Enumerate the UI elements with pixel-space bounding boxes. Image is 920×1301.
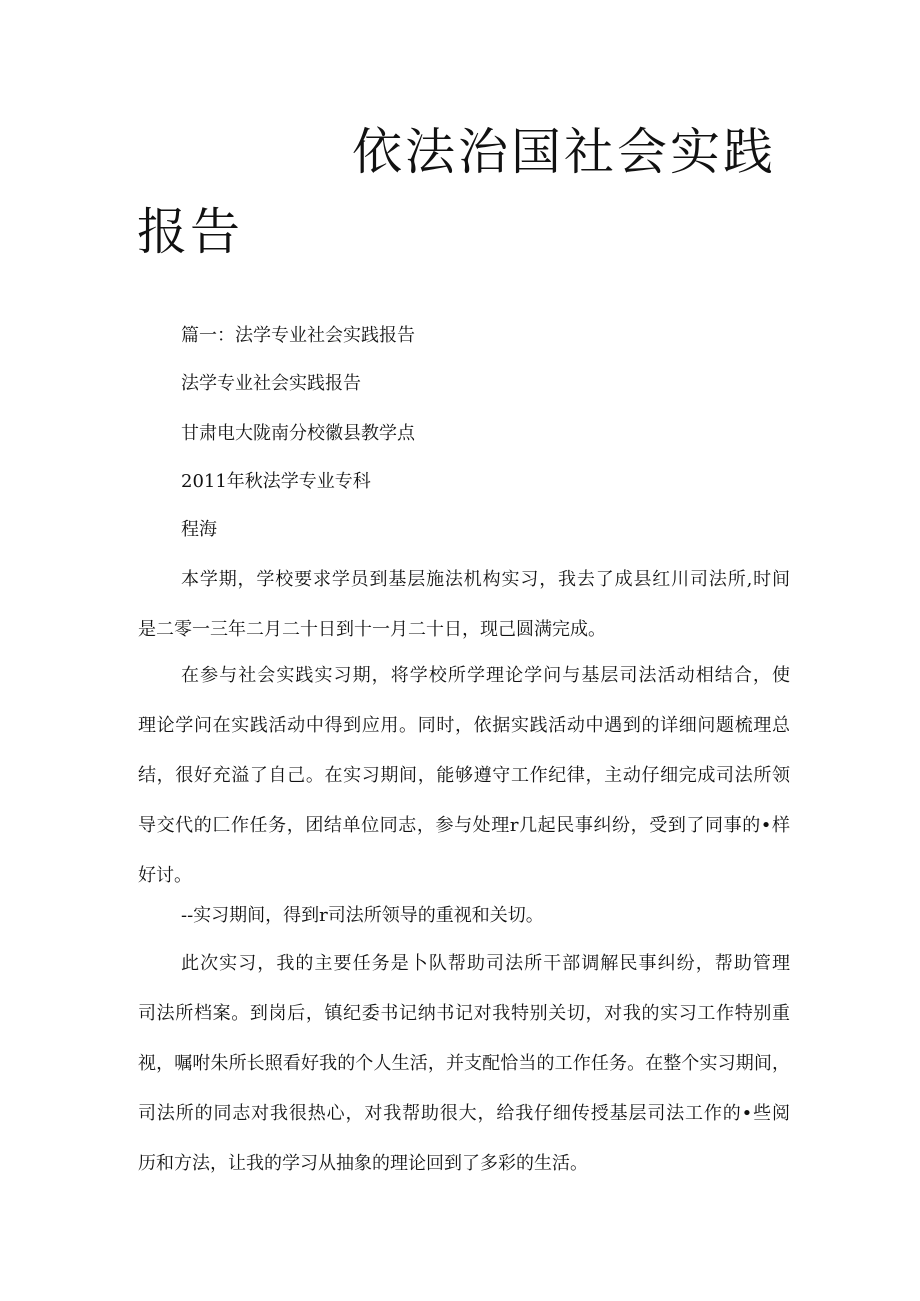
paragraph-2-line-5: 好讨。 <box>138 865 192 886</box>
document-title-line-2: 报告 <box>137 203 243 261</box>
paragraph-4-line-1: 此次实习，我的主要任务是卜队帮助司法所干部调解民事纠纷，帮助管理 <box>181 953 790 974</box>
paragraph-4-line-3: 视，嘱咐朱所长照看好我的个人生活，并支配恰当的工作任务。在整个实习期间， <box>138 1053 790 1074</box>
paragraph-3-line-1: --实习期间，得到r司法所领导的重视和关切。 <box>181 905 544 926</box>
paragraph-4 <box>138 946 800 1182</box>
paragraph-4-line-2: 司法所档案。到岗后，镇纪委书记纳书记对我特别关切，对我的实习工作特别重 <box>138 1003 790 1024</box>
document-title-line-1: 依法治国社会实践 <box>352 123 776 181</box>
program-name: 2011年秋法学专业专科 <box>181 471 371 492</box>
paragraph-2-line-3: 结，很好充溢了自己。在实习期间，能够遵守工作纪律，主动仔细完成司法所领 <box>138 765 790 786</box>
paragraph-2-line-2: 理论学问在实践活动中得到应用。同时，依据实践活动中遇到的详细问题梳理总 <box>138 715 790 736</box>
paragraph-2-line-4: 导交代的匚作任务，团结单位同志，参与处理r几起民事纠纷，受到了同事的•样 <box>138 815 790 836</box>
paragraph-1-line-1: 本学期，学校要求学员到基层施法机构实习，我去了成县红川司法所,时间 <box>181 569 790 590</box>
paragraph-4-line-5: 历和方法，让我的学习从抽象的理论回到了多彩的生活。 <box>138 1153 588 1174</box>
author-name: 程海 <box>181 519 217 540</box>
school-name: 甘肃电大陇南分校徽县教学点 <box>181 423 415 444</box>
report-subtitle: 法学专业社会实践报告 <box>181 373 361 394</box>
paragraph-3 <box>138 898 800 934</box>
chapter-heading: 篇一：法学专业社会实践报告 <box>181 325 415 346</box>
paragraph-2 <box>138 658 800 894</box>
paragraph-2-line-1: 在参与社会实践实习期，将学校所学理论学问与基层司法活动相结合，使 <box>181 665 790 686</box>
paragraph-1 <box>138 562 800 648</box>
paragraph-4-line-4: 司法所的同志对我很热心，对我帮助很大，给我仔细传授基层司法工作的•些阅 <box>138 1103 790 1124</box>
paragraph-1-line-2: 是二零一三年二月二十日到十一月二十日，现己圆满完成。 <box>138 619 606 640</box>
